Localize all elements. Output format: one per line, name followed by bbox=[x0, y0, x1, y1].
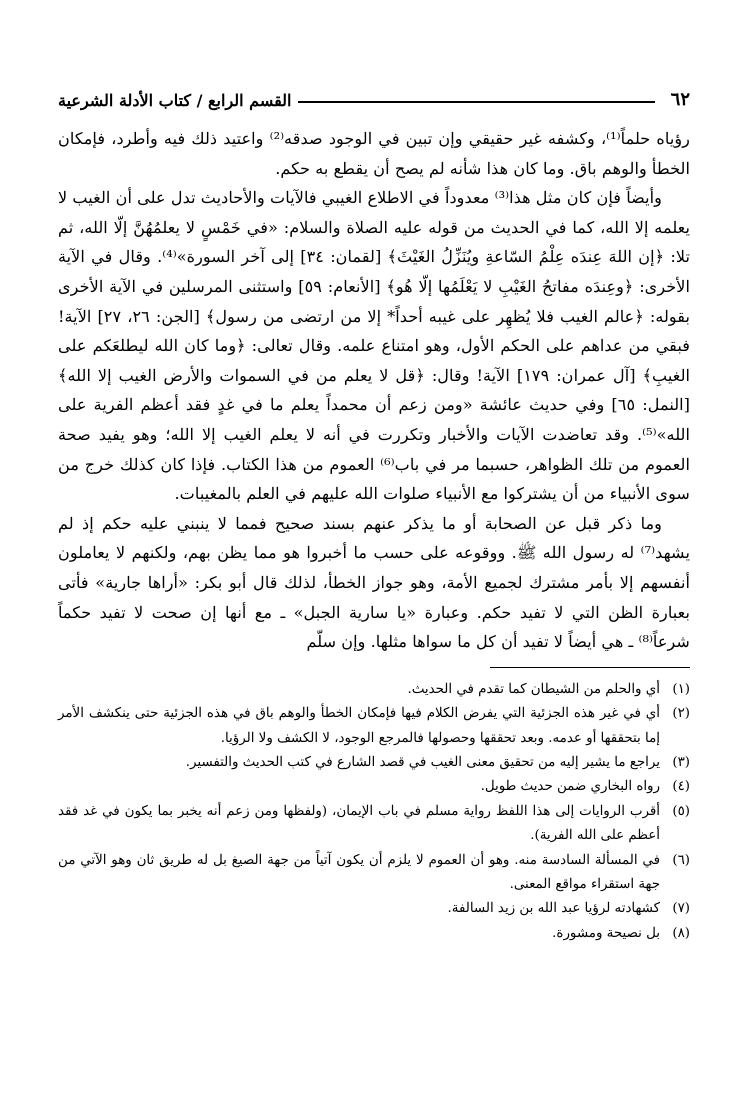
footnote bbox=[58, 897, 690, 921]
running-title: القسم الرابع / كتاب الأدلة الشرعية bbox=[58, 91, 292, 110]
footnote-text: رواه البخاري ضمن حديث طويل. bbox=[480, 779, 660, 795]
footnote-number: (١) bbox=[672, 681, 690, 697]
footnote-text: في المسألة السادسة منه. وهو أن العموم لا يلزم أن يكون آتياً من جهة الصيغ بل له طريق ثان وهو الآتي من جهة استقراء مواقع المعنى. bbox=[58, 852, 660, 892]
footnote-text: يراجع ما يشير إليه من تحقيق معنى الغيب في قصد الشارع في كتب الحديث والتفسير. bbox=[185, 754, 660, 770]
footnote bbox=[58, 702, 690, 751]
footnote bbox=[58, 775, 690, 799]
footnote bbox=[58, 922, 690, 946]
footnote-text: أي والحلم من الشيطان كما تقدم في الحديث. bbox=[407, 681, 660, 697]
page-number: ٦٢ bbox=[670, 89, 690, 110]
book-page bbox=[58, 80, 690, 946]
footnote-number: (٥) bbox=[672, 803, 690, 819]
footnotes bbox=[58, 678, 690, 946]
paragraph: رؤياه حلماً⁽¹⁾، وكشفه غير حقيقي وإن تبين في الوجود صدقه⁽²⁾ واعتيد ذلك فيه وأطرد، فإمكان الخطأ والوهم باق. وما كان هذا شأنه لم يصح أن يقطع به حكم. bbox=[58, 129, 690, 178]
footnote-number: (٤) bbox=[672, 779, 690, 795]
footnote bbox=[58, 751, 690, 775]
footnote-number: (٣) bbox=[672, 754, 690, 770]
page-header bbox=[58, 80, 690, 110]
footnote bbox=[58, 800, 690, 849]
footnote-text: أي في غير هذه الجزئية التي يفرض الكلام فيها فإمكان الخطأ والوهم باق في هذه الجزئية حتى ينكشف الأمر إما بتحققها أو عدمه. وبعد تحققها وحصولها فالمرجع الوجود، لا الكشف ولا الرؤيا. bbox=[58, 706, 660, 746]
footnote bbox=[58, 849, 690, 898]
paragraph: وما ذكر قبل عن الصحابة أو ما يذكر عنهم بسند صحيح فمما لا ينبني عليه حكم إذ لم يشهد⁽⁷⁾ له رسول الله ﷺ. ووقوعه على حسب ما أخبروا هو مما يظن بهم، ولكنهم لا يعاملون أنفسهم إلا بأمر مشترك لجميع الأمة، وهو جواز الخطأ، لذلك قال أبو بكر: «أراها جارية» فأتى بعبارة الظن التي لا تفيد حكم. وعبارة «يا سارية الجبل» ـ مع أنها إن صحت لا تفيد حكماً شرعاً⁽⁸⁾ ـ هي أيضاً لا تفيد أن كل ما سواها مثلها. وإن سلّم bbox=[58, 513, 690, 652]
footnote-divider bbox=[490, 667, 690, 668]
header-rule bbox=[298, 101, 655, 103]
footnote-number: (٧) bbox=[672, 901, 690, 917]
footnote-number: (٢) bbox=[672, 706, 690, 722]
footnote-number: (٨) bbox=[672, 925, 690, 941]
footnote bbox=[58, 678, 690, 702]
footnote-text: بل نصيحة ومشورة. bbox=[552, 925, 660, 941]
footnote-number: (٦) bbox=[672, 852, 690, 868]
footnote-text: كشهادته لرؤيا عبد الله بن زيد السالفة. bbox=[447, 901, 660, 917]
body-text bbox=[58, 124, 690, 657]
footnote-text: أقرب الروايات إلى هذا اللفظ رواية مسلم في باب الإيمان، (ولفظها ومن زعم أنه يخبر بما يكون في غد فقد أعظم على الله الفرية). bbox=[58, 803, 660, 844]
paragraph: وأيضاً فإن كان مثل هذا⁽³⁾ معدوداً في الاطلاع الغيبي فالآيات والأحاديث تدل على أن الغيب لا يعلمه إلا الله، كما في الحديث من قوله عليه الصلاة والسلام: «في خَمْسٍ لا يعلمُهُنَّ إلّا الله، ثم تلا: ﴿إن اللهَ عِندَه عِلْمُ السّاعةِ ويُنَزِّلُ الغَيْثَ﴾ [لقمان: ٣٤] إلى آخر السورة»⁽⁴⁾. وقال في الآية الأخرى: ﴿وعِندَه مفاتحُ الغَيْبِ لا يَعْلَمُها إلّا هُو﴾ [الأنعام: ٥٩] واستثنى المرسلين في الآية الأخرى بقوله: ﴿عالم الغيب فلا يُظهِر على غيبه أحداً* إلا من ارتضى من رسول﴾ [الجن: ٢٦، ٢٧] الآية! فبقي من عداهم على الحكم الأول، وهو امتناع علمه. وقال تعالى: ﴿وما كان الله ليطلعَكم على الغيبِ﴾ [آل عمران: ١٧٩] الآية! وقال: ﴿قل لا يعلم من في السموات والأرض الغيب إلا الله﴾ [النمل: ٦٥] وفي حديث عائشة «ومن زعم أن محمداً يعلم ما في غدٍ فقد أعظم الفرية على الله»⁽⁵⁾. وقد تعاضدت الآيات والأخبار وتكررت في أنه لا يعلم الغيب إلا الله؛ وهو يفيد صحة العموم من تلك الظواهر، حسبما مر في باب⁽⁶⁾ العموم من هذا الكتاب. فإذا كان كذلك خرج من سوى الأنبياء من أن يشتركوا مع الأنبياء صلوات الله عليهم في العلم بالمغيبات. bbox=[58, 188, 690, 504]
